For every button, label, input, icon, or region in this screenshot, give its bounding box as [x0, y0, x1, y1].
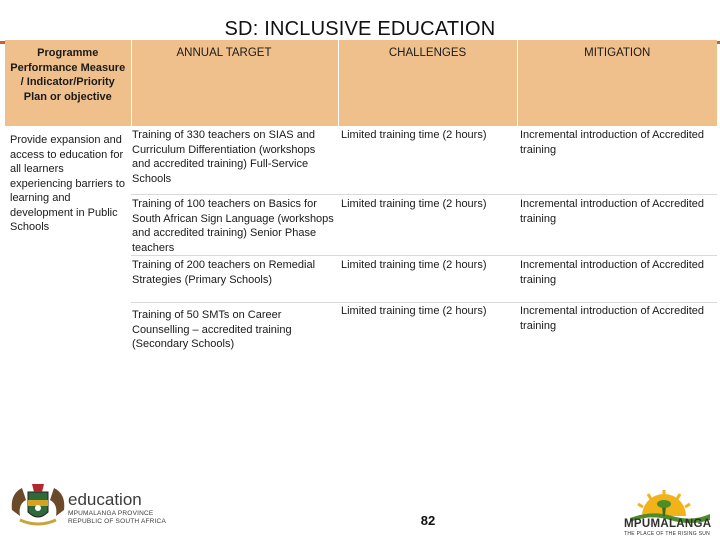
header-annual-target: ANNUAL TARGET [131, 40, 338, 126]
province-label: MPUMALANGA PROVINCE [68, 510, 154, 517]
page-title: SD: INCLUSIVE EDUCATION [224, 18, 496, 40]
mitigation-cell: Incremental introduction of Accredited training [517, 303, 717, 352]
annual-target-cell: Training of 50 SMTs on Career Counselling – accredited training (Secondary Schools) [131, 303, 338, 352]
page-number: 82 [420, 513, 436, 528]
annual-target-cell: Training of 100 teachers on Basics for South African Sign Language (workshops and accredited training) Senior Phase teachers [131, 195, 338, 256]
header-challenges: CHALLENGES [338, 40, 517, 126]
inclusive-education-table [5, 40, 717, 352]
challenge-cell: Limited training time (2 hours) [338, 303, 517, 352]
mitigation-cell: Incremental introduction of Accredited training [517, 195, 717, 256]
mpumalanga-wordmark: MPUMALANGA [624, 518, 712, 530]
annual-target-cell: Training of 200 teachers on Remedial Strategies (Primary Schools) [131, 256, 338, 303]
challenge-cell: Limited training time (2 hours) [338, 256, 517, 303]
annual-target-cell: Training of 330 teachers on SIAS and Curriculum Differentiation (workshops and accredited training) Full-Service Schools [132, 129, 316, 185]
table-header-row [5, 40, 717, 126]
performance-measure-cell: Provide expansion and access to education for all learners experiencing barriers to learning and development in Public Schools [10, 134, 125, 233]
education-wordmark: education [68, 490, 142, 509]
header-mitigation: MITIGATION [517, 40, 717, 126]
mpumalanga-tagline: THE PLACE OF THE RISING SUN [624, 531, 711, 537]
header-performance-measure: Programme Performance Measure / Indicator/Priority Plan or objective [5, 40, 131, 126]
mitigation-cell: Incremental introduction of Accredited training [517, 256, 717, 303]
challenge-cell: Limited training time (2 hours) [338, 195, 517, 256]
table-row [5, 126, 717, 195]
mitigation-cell: Incremental introduction of Accredited training [520, 129, 705, 156]
republic-label: REPUBLIC OF SOUTH AFRICA [68, 518, 166, 525]
challenge-cell: Limited training time (2 hours) [341, 129, 487, 141]
